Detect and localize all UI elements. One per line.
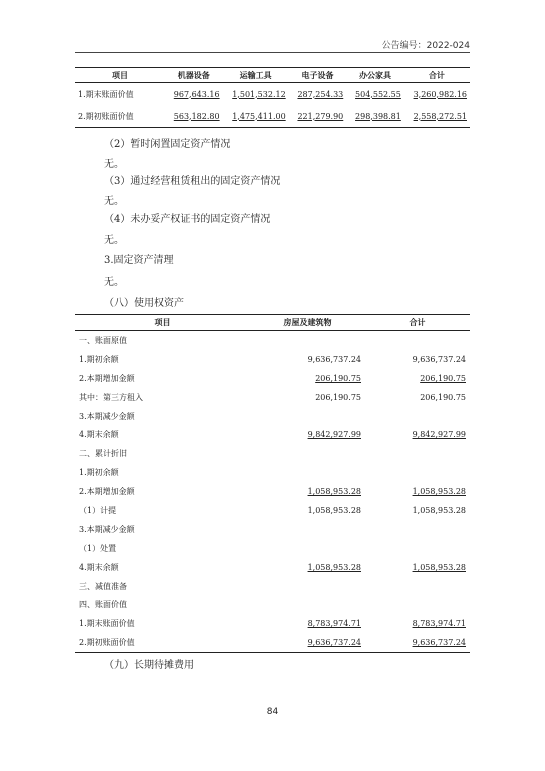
cell-value: 9,636,737.24 (412, 354, 466, 364)
row-label: 2.本期增加金额 (79, 487, 135, 497)
table-row (75, 444, 470, 463)
col-header: 合计 (365, 315, 470, 331)
col-header: 运输工具 (223, 68, 289, 83)
cell-value (250, 595, 365, 614)
header-rule (75, 52, 470, 53)
cell-value: 1,058,953.28 (412, 562, 466, 572)
section-heading: （九）长期待摊费用 (104, 660, 194, 671)
cell-value: 206,190.75 (420, 373, 466, 383)
cell-value: 9,636,737.24 (365, 633, 470, 652)
col-header: 项目 (75, 68, 165, 83)
cell-value: 967,643.16 (173, 89, 220, 99)
table-row (75, 595, 470, 614)
cell-value: 1,058,953.28 (307, 562, 361, 572)
page-number: 84 (266, 707, 279, 717)
cell-value: 1,501,532.12 (232, 89, 286, 99)
cell-value: 1,058,953.28 (307, 505, 361, 515)
cell-value (365, 577, 470, 596)
table-row (75, 558, 470, 577)
cell-value (365, 520, 470, 539)
cell-value: 9,636,737.24 (307, 354, 361, 364)
cell-value: 3,260,982.16 (413, 89, 467, 99)
row-label: 三、减值准备 (79, 581, 127, 591)
cell-value: 206,190.75 (420, 392, 466, 402)
row-label: 1.期初余额 (79, 354, 119, 364)
paragraph-text: 无。 (104, 277, 124, 288)
cell-value (250, 520, 365, 539)
cell-value (250, 444, 365, 463)
row-label: 3.本期减少金额 (79, 524, 135, 534)
cell-value (365, 595, 470, 614)
cell-value: 1,058,953.28 (412, 487, 466, 497)
section-heading: （4）未办妥产权证书的固定资产情况 (104, 214, 271, 225)
cell-value: 8,783,974.71 (412, 619, 466, 629)
row-label: 4.期末余额 (79, 562, 119, 572)
table-row (75, 105, 470, 128)
row-label: 其中：第三方租入 (79, 392, 143, 402)
col-header: 办公家具 (346, 68, 404, 83)
cell-value: 504,552.55 (355, 89, 401, 99)
cell-value: 221,279.90 (289, 105, 347, 128)
cell-value: 298,398.81 (346, 105, 404, 128)
row-label: 四、账面价值 (79, 600, 127, 610)
col-header: 合计 (404, 68, 470, 83)
row-label: （1）处置 (79, 543, 117, 553)
table-header-row (75, 315, 470, 331)
table-row (75, 463, 470, 482)
table-row (75, 539, 470, 558)
fixed-assets-table (75, 67, 470, 128)
section-heading: 3.固定资产清理 (104, 255, 174, 266)
cell-value: 9,842,927.99 (412, 430, 466, 440)
cell-value (365, 463, 470, 482)
row-label: 2.期初账面价值 (75, 633, 250, 652)
row-label: （1）计提 (79, 505, 117, 515)
table-row (75, 331, 470, 350)
cell-value (250, 407, 365, 426)
row-label: 4.期末余额 (79, 430, 119, 440)
cell-value: 2,558,272.51 (404, 105, 470, 128)
cell-value: 9,842,927.99 (307, 430, 361, 440)
row-label: 二、累计折旧 (79, 449, 127, 459)
cell-value: 287,254.33 (297, 89, 344, 99)
row-label: 1.期末账面价值 (79, 619, 135, 629)
cell-value: 206,190.75 (315, 373, 361, 383)
table-row (75, 501, 470, 520)
cell-value: 1,058,953.28 (307, 487, 361, 497)
table-row (75, 614, 470, 633)
notice-number: 公告编号：2022-024 (381, 41, 470, 51)
table-row (75, 388, 470, 407)
cell-value: 8,783,974.71 (307, 619, 361, 629)
table-row (75, 425, 470, 444)
cell-value (250, 463, 365, 482)
cell-value: 563,182.80 (165, 105, 223, 128)
cell-value: 206,190.75 (315, 392, 361, 402)
cell-value (250, 577, 365, 596)
table-row (75, 577, 470, 596)
table-row (75, 407, 470, 426)
right-of-use-assets-table (75, 314, 470, 653)
paragraph-text: 无。 (104, 159, 124, 170)
cell-value (365, 539, 470, 558)
section-heading: （八）使用权资产 (104, 298, 184, 309)
row-label: 2.期初账面价值 (75, 105, 165, 128)
col-header: 机器设备 (165, 68, 223, 83)
table-row (75, 369, 470, 388)
cell-value: 9,636,737.24 (250, 633, 365, 652)
cell-value (365, 407, 470, 426)
table-header-row (75, 68, 470, 83)
cell-value (250, 539, 365, 558)
row-label: 3.本期减少金额 (79, 411, 135, 421)
paragraph-text: 无。 (104, 196, 124, 207)
row-label: 1.期初余额 (79, 468, 119, 478)
cell-value (365, 444, 470, 463)
cell-value: 1,475,411.00 (223, 105, 289, 128)
section-heading: （3）通过经营租赁租出的固定资产情况 (104, 176, 281, 187)
table-row (75, 482, 470, 501)
col-header: 电子设备 (289, 68, 347, 83)
table-row (75, 520, 470, 539)
table-row (75, 633, 470, 652)
table-row (75, 350, 470, 369)
col-header: 项目 (75, 315, 250, 331)
cell-value: 1,058,953.28 (412, 505, 466, 515)
row-label: 一、账面原值 (79, 335, 127, 345)
row-label: 2.本期增加金额 (79, 373, 135, 383)
paragraph-text: 无。 (104, 235, 124, 246)
col-header: 房屋及建筑物 (250, 315, 365, 331)
section-heading: （2）暂时闲置固定资产情况 (104, 139, 231, 150)
cell-value (365, 331, 470, 350)
row-label: 1.期末账面价值 (78, 89, 134, 99)
cell-value (250, 331, 365, 350)
table-row (75, 83, 470, 106)
